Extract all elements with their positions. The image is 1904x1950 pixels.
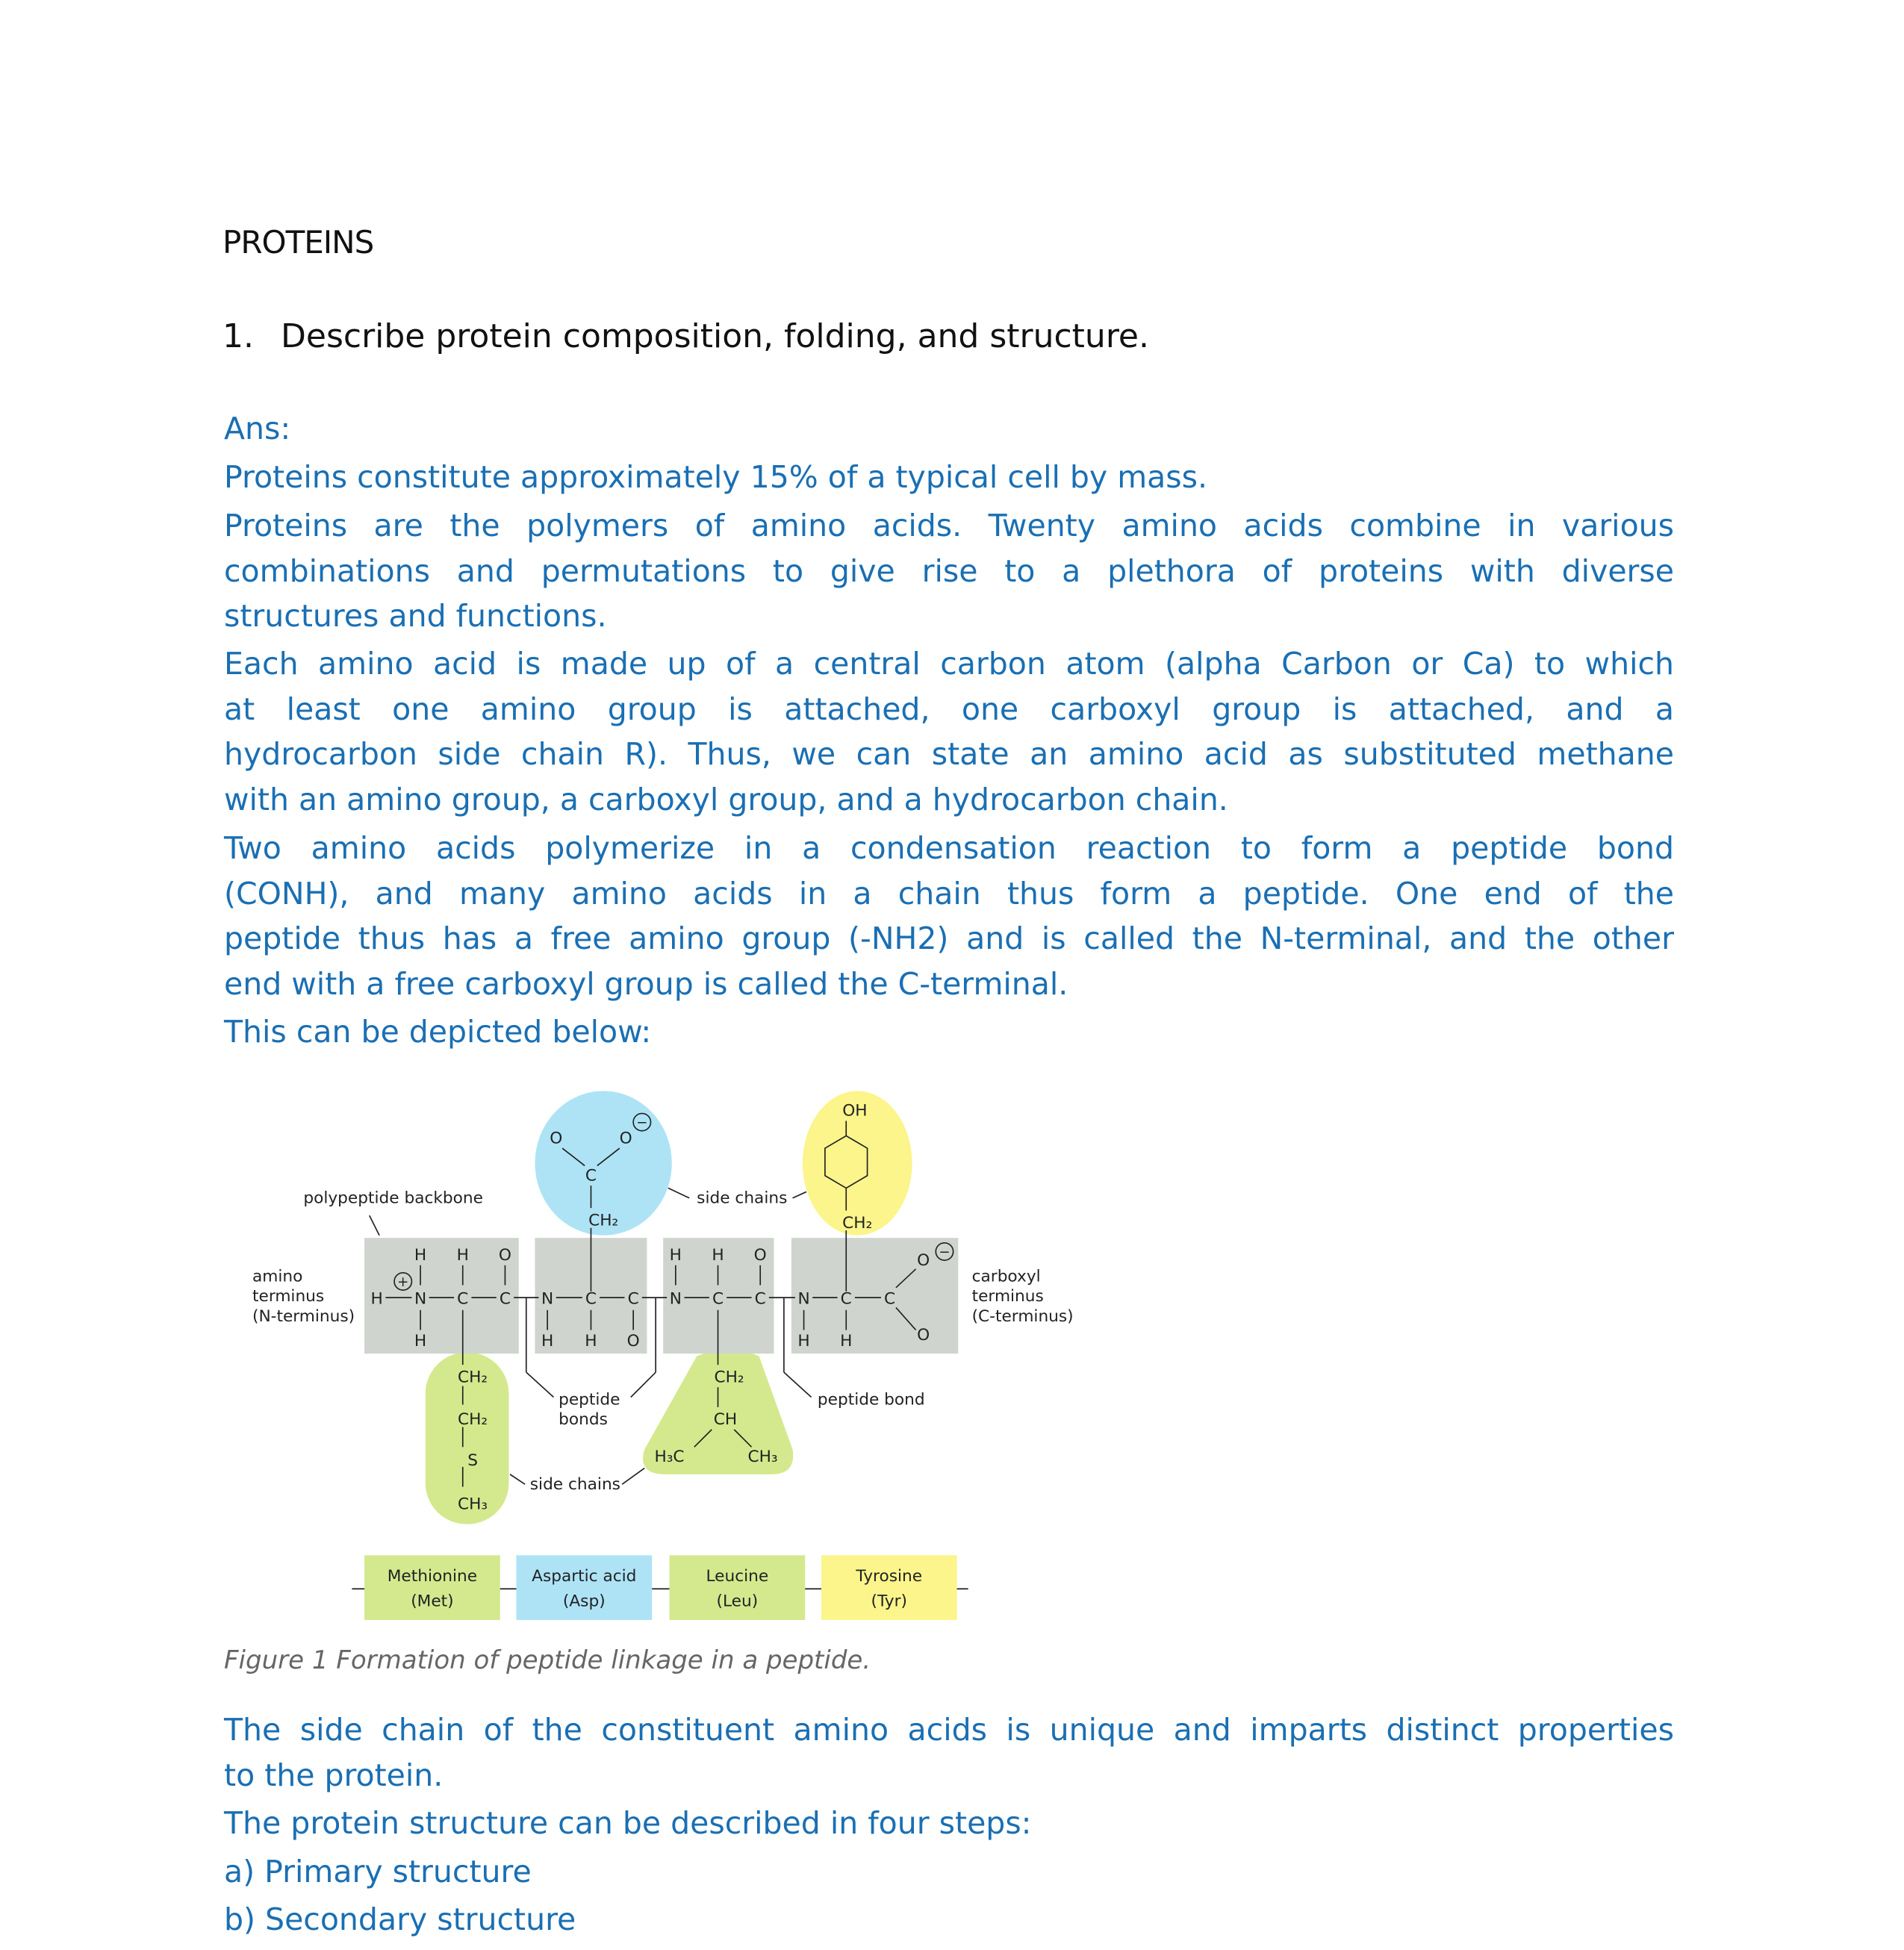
atom-label: C <box>627 1289 639 1309</box>
backbone-label: polypeptide backbone <box>303 1189 483 1208</box>
atom-label: O <box>917 1250 930 1270</box>
answer-label: Ans: <box>224 411 291 446</box>
residue-abbr: (Tyr) <box>871 1592 907 1611</box>
atom-label: CH₂ <box>842 1213 873 1233</box>
paragraph-line: with an amino group, a carboxyl group, and a hydrocarbon chain. <box>224 781 1228 817</box>
amino-terminus-label: terminus <box>252 1287 325 1306</box>
paragraph-line: Proteins constitute approximately 15% of a typical cell by mass. <box>224 459 1208 495</box>
atom-label: C <box>457 1289 469 1309</box>
backbone-residue-box <box>364 1238 519 1354</box>
side-chains-label: side chains <box>697 1189 788 1208</box>
paragraph-line: hydrocarbon side chain R). Thus, we can state an amino acid as substituted methane <box>224 736 1674 772</box>
bond-line <box>622 1468 644 1485</box>
paragraph <box>224 1801 1674 1846</box>
paragraph-line: The protein structure can be described in four steps: <box>224 1805 1032 1841</box>
paragraph-line: The side chain of the constituent amino acids is unique and imparts distinct properties <box>224 1712 1674 1748</box>
residue-name: Aspartic acid <box>532 1567 637 1586</box>
bond-line <box>631 1372 656 1397</box>
atom-label: O <box>917 1325 930 1345</box>
residue-name: Leucine <box>706 1567 769 1586</box>
atom-label: O <box>619 1129 632 1148</box>
charge: + <box>397 1274 409 1291</box>
peptide-bond-label: peptide bond <box>817 1390 925 1409</box>
atom-label: C <box>712 1289 724 1309</box>
atom-label: N <box>414 1289 427 1309</box>
atom-label: H <box>669 1246 682 1265</box>
atom-label: H₃C <box>654 1448 685 1467</box>
charge: − <box>939 1245 951 1261</box>
paragraph-line: end with a free carboxyl group is called the C-terminal. <box>224 965 1068 1002</box>
paragraph-line: combinations and permutations to give rise to a plethora of proteins with diverse <box>224 552 1674 589</box>
paragraph-line: This can be depicted below: <box>224 1014 652 1050</box>
residue-abbr: (Leu) <box>716 1592 759 1611</box>
amino-terminus-label: (N-terminus) <box>252 1306 355 1326</box>
atom-label: C <box>585 1289 597 1309</box>
carboxyl-terminus-label: terminus <box>971 1287 1044 1306</box>
atom-label: CH₂ <box>588 1211 619 1230</box>
atom-label: CH₃ <box>747 1448 778 1467</box>
paragraph <box>224 455 1674 500</box>
atom-label: CH₂ <box>458 1410 488 1430</box>
atom-label: O <box>626 1332 640 1351</box>
peptide-bonds-label: bonds <box>559 1410 608 1430</box>
paragraph <box>224 1897 1674 1943</box>
bond-line <box>510 1474 525 1484</box>
backbone-residue-box <box>791 1238 958 1354</box>
paragraph <box>224 503 1674 639</box>
atom-label: H <box>585 1332 597 1351</box>
bond-line <box>526 1372 554 1397</box>
atom-label: C <box>754 1289 766 1309</box>
atom-label: OH <box>842 1101 868 1121</box>
atom-label: H <box>370 1289 383 1309</box>
residue-name: Tyrosine <box>856 1567 923 1586</box>
side-chains-label: side chains <box>529 1474 620 1494</box>
atom-label: H <box>414 1332 427 1351</box>
atom-label: N <box>797 1289 810 1309</box>
atom-label: C <box>840 1289 852 1309</box>
atom-label: H <box>456 1246 469 1265</box>
peptide-bonds-label: peptide <box>559 1390 620 1409</box>
paragraph-line: Two amino acids polymerize in a condensation reaction to form a peptide bond <box>224 830 1674 866</box>
paragraph <box>224 1009 1674 1055</box>
question-text: Describe protein composition, folding, and structure. <box>281 317 1149 355</box>
atom-label: S <box>467 1451 478 1471</box>
atom-label: H <box>541 1332 554 1351</box>
question <box>223 317 1149 355</box>
atom-label: C <box>585 1166 597 1186</box>
atom-label: H <box>712 1246 724 1265</box>
atom-label: O <box>753 1246 767 1265</box>
paragraph-line: a) Primary structure <box>224 1854 532 1890</box>
atom-label: N <box>669 1289 682 1309</box>
charge: − <box>636 1115 648 1131</box>
amino-terminus-label: amino <box>252 1267 303 1286</box>
bond-line <box>370 1215 379 1236</box>
atom-label: C <box>884 1289 896 1309</box>
atom-label: N <box>541 1289 554 1309</box>
paragraph-line: at least one amino group is attached, one carboxyl group is attached, and a <box>224 691 1674 727</box>
atom-label: CH₂ <box>458 1368 488 1387</box>
atom-label: CH₃ <box>458 1495 488 1514</box>
bond-line <box>793 1192 806 1197</box>
paragraph-line: b) Secondary structure <box>224 1901 576 1937</box>
figure-caption: Figure 1 Formation of peptide linkage in a peptide. <box>224 1645 871 1675</box>
paragraph-line: peptide thus has a free amino group (-NH2) and is called the N-terminal, and the other <box>224 921 1674 956</box>
paragraph <box>224 1849 1674 1895</box>
paragraph-line: Proteins are the polymers of amino acids. Twenty amino acids combine in various <box>224 508 1674 543</box>
atom-label: H <box>840 1332 853 1351</box>
atom-label: C <box>499 1289 511 1309</box>
residue-name: Methionine <box>387 1567 478 1586</box>
carboxyl-terminus-label: carboxyl <box>971 1267 1041 1286</box>
atom-label: O <box>498 1246 511 1265</box>
atom-label: H <box>414 1246 427 1265</box>
residue-abbr: (Asp) <box>562 1592 606 1611</box>
paragraph-line: Each amino acid is made up of a central carbon atom (alpha Carbon or Ca) to which <box>224 646 1674 682</box>
question-number: 1. <box>223 317 254 355</box>
page-heading: PROTEINS <box>223 224 374 261</box>
paragraph <box>224 1707 1674 1798</box>
atom-label: CH <box>713 1410 738 1430</box>
paragraph <box>224 641 1674 822</box>
paragraph-line: to the protein. <box>224 1757 444 1793</box>
paragraph-line: structures and functions. <box>224 598 607 634</box>
residue-abbr: (Met) <box>411 1592 454 1611</box>
atom-label: CH₂ <box>714 1368 744 1387</box>
paragraph <box>224 826 1674 1006</box>
peptide-figure <box>249 1088 1083 1624</box>
bond-line <box>668 1188 689 1197</box>
atom-label: H <box>797 1332 810 1351</box>
paragraph-line: (CONH), and many amino acids in a chain thus form a peptide. One end of the <box>224 875 1674 912</box>
atom-label: O <box>550 1129 563 1148</box>
bond-line <box>784 1372 812 1397</box>
carboxyl-terminus-label: (C-terminus) <box>971 1306 1074 1326</box>
